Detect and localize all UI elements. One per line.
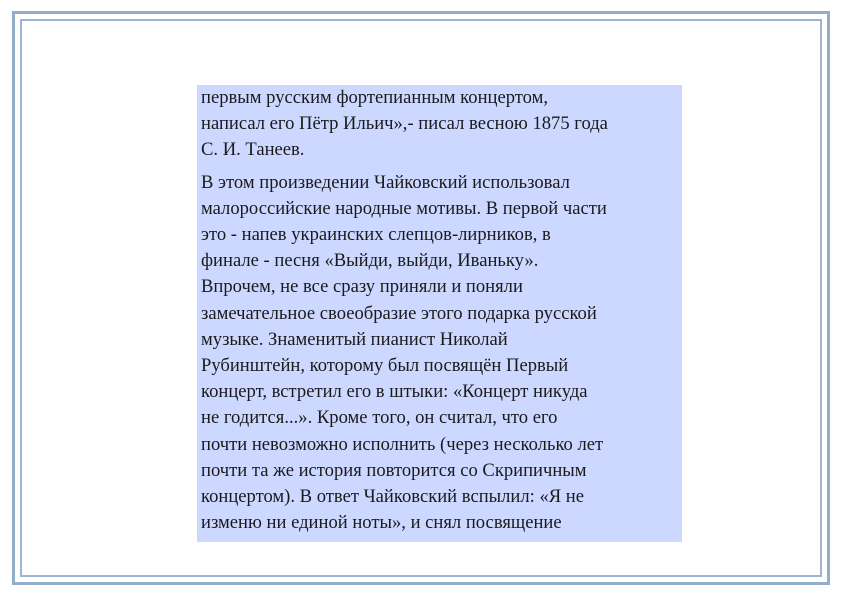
text-line: почти та же история повторится со Скрипичным	[201, 459, 587, 481]
text-line: концертом). В ответ Чайковский вспылил: «Я не	[201, 486, 585, 508]
paragraph-1	[201, 85, 678, 164]
text-line: финале - песня «Выйди, выйди, Иваньку».	[201, 250, 539, 272]
text-line: Впрочем, не все сразу приняли и поняли	[201, 276, 523, 298]
text-line: написал его Пётр Ильич»,- писал весною 1875 года	[201, 113, 608, 135]
text-line: Рубинштейн, которому был посвящён Первый	[201, 355, 569, 377]
text-line: концерт, встретил его в штыки: «Концерт никуда	[201, 381, 588, 403]
text-line: В этом произведении Чайковский использовал	[201, 171, 570, 193]
text-block	[197, 85, 682, 542]
paragraph-2	[201, 170, 678, 537]
text-line: это - напев украинских слепцов-лирников, в	[201, 224, 551, 246]
text-line: музыке. Знаменитый пианист Николай	[201, 328, 508, 350]
text-line: почти невозможно исполнить (через несколько лет	[201, 433, 604, 455]
text-line: С. И. Танеев.	[201, 139, 305, 161]
text-line: малороссийские народные мотивы. В первой части	[201, 197, 607, 219]
text-line: изменю ни единой ноты», и снял посвящение	[201, 512, 562, 534]
text-line: первым русским фортепианным концертом,	[201, 87, 549, 108]
text-line: замечательное своеобразие этого подарка русской	[201, 302, 597, 324]
text-line: не годится...». Кроме того, он считал, что его	[201, 407, 558, 429]
